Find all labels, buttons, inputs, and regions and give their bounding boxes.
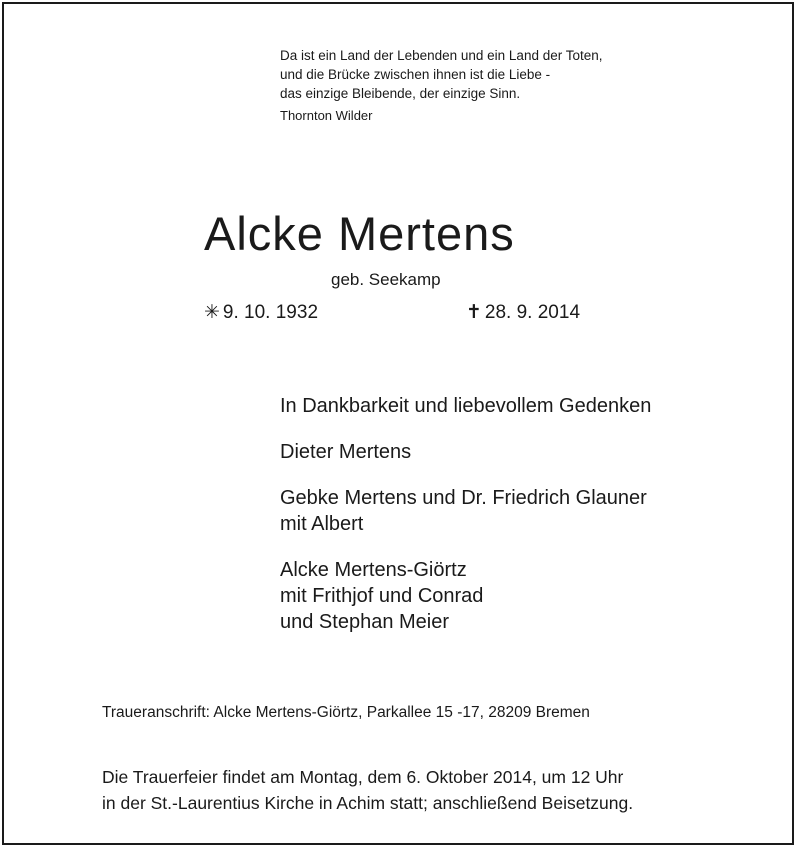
mourner-line: Alcke Mertens-Giörtz [280,559,467,581]
maiden-name: geb. Seekamp [331,270,441,289]
birth-info [204,301,318,324]
birth-star-icon: ✳ [204,302,220,323]
quote-author: Thornton Wilder [280,108,373,123]
mourner-line: und Stephan Meier [280,611,450,633]
quote-line: das einzige Bleibende, der einzige Sinn. [280,86,521,101]
mourner-group [280,439,651,465]
deceased-name: Alcke Mertens [204,207,515,260]
funeral-service-info [102,764,633,816]
mourner-line: mit Albert [280,513,364,535]
mourners-block [280,393,651,655]
service-line: Die Trauerfeier findet am Montag, dem 6. Oktober 2014, um 12 Uhr [102,767,624,787]
death-date: 28. 9. 2014 [484,302,581,323]
mourning-address: Traueranschrift: Alcke Mertens-Giörtz, Parkallee 15 -17, 28209 Bremen [102,704,590,721]
service-line: in der St.-Laurentius Kirche in Achim statt; anschließend Beisetzung. [102,793,634,813]
mourner-line: mit Frithjof und Conrad [280,585,484,607]
mourner-line: Gebke Mertens und Dr. Friedrich Glauner [280,487,647,509]
mourners-intro: In Dankbarkeit und liebevollem Gedenken [280,395,652,417]
mourner-group [280,485,651,537]
epigraph-quote [280,46,603,103]
mourner-line: Dieter Mertens [280,441,412,463]
birth-date: 9. 10. 1932 [222,302,319,323]
death-cross-icon: ✝ [466,302,482,323]
quote-line: und die Brücke zwischen ihnen ist die Liebe - [280,67,551,82]
mourner-group [280,557,651,635]
death-info [466,301,580,324]
quote-line: Da ist ein Land der Lebenden und ein Land der Toten, [280,48,603,63]
